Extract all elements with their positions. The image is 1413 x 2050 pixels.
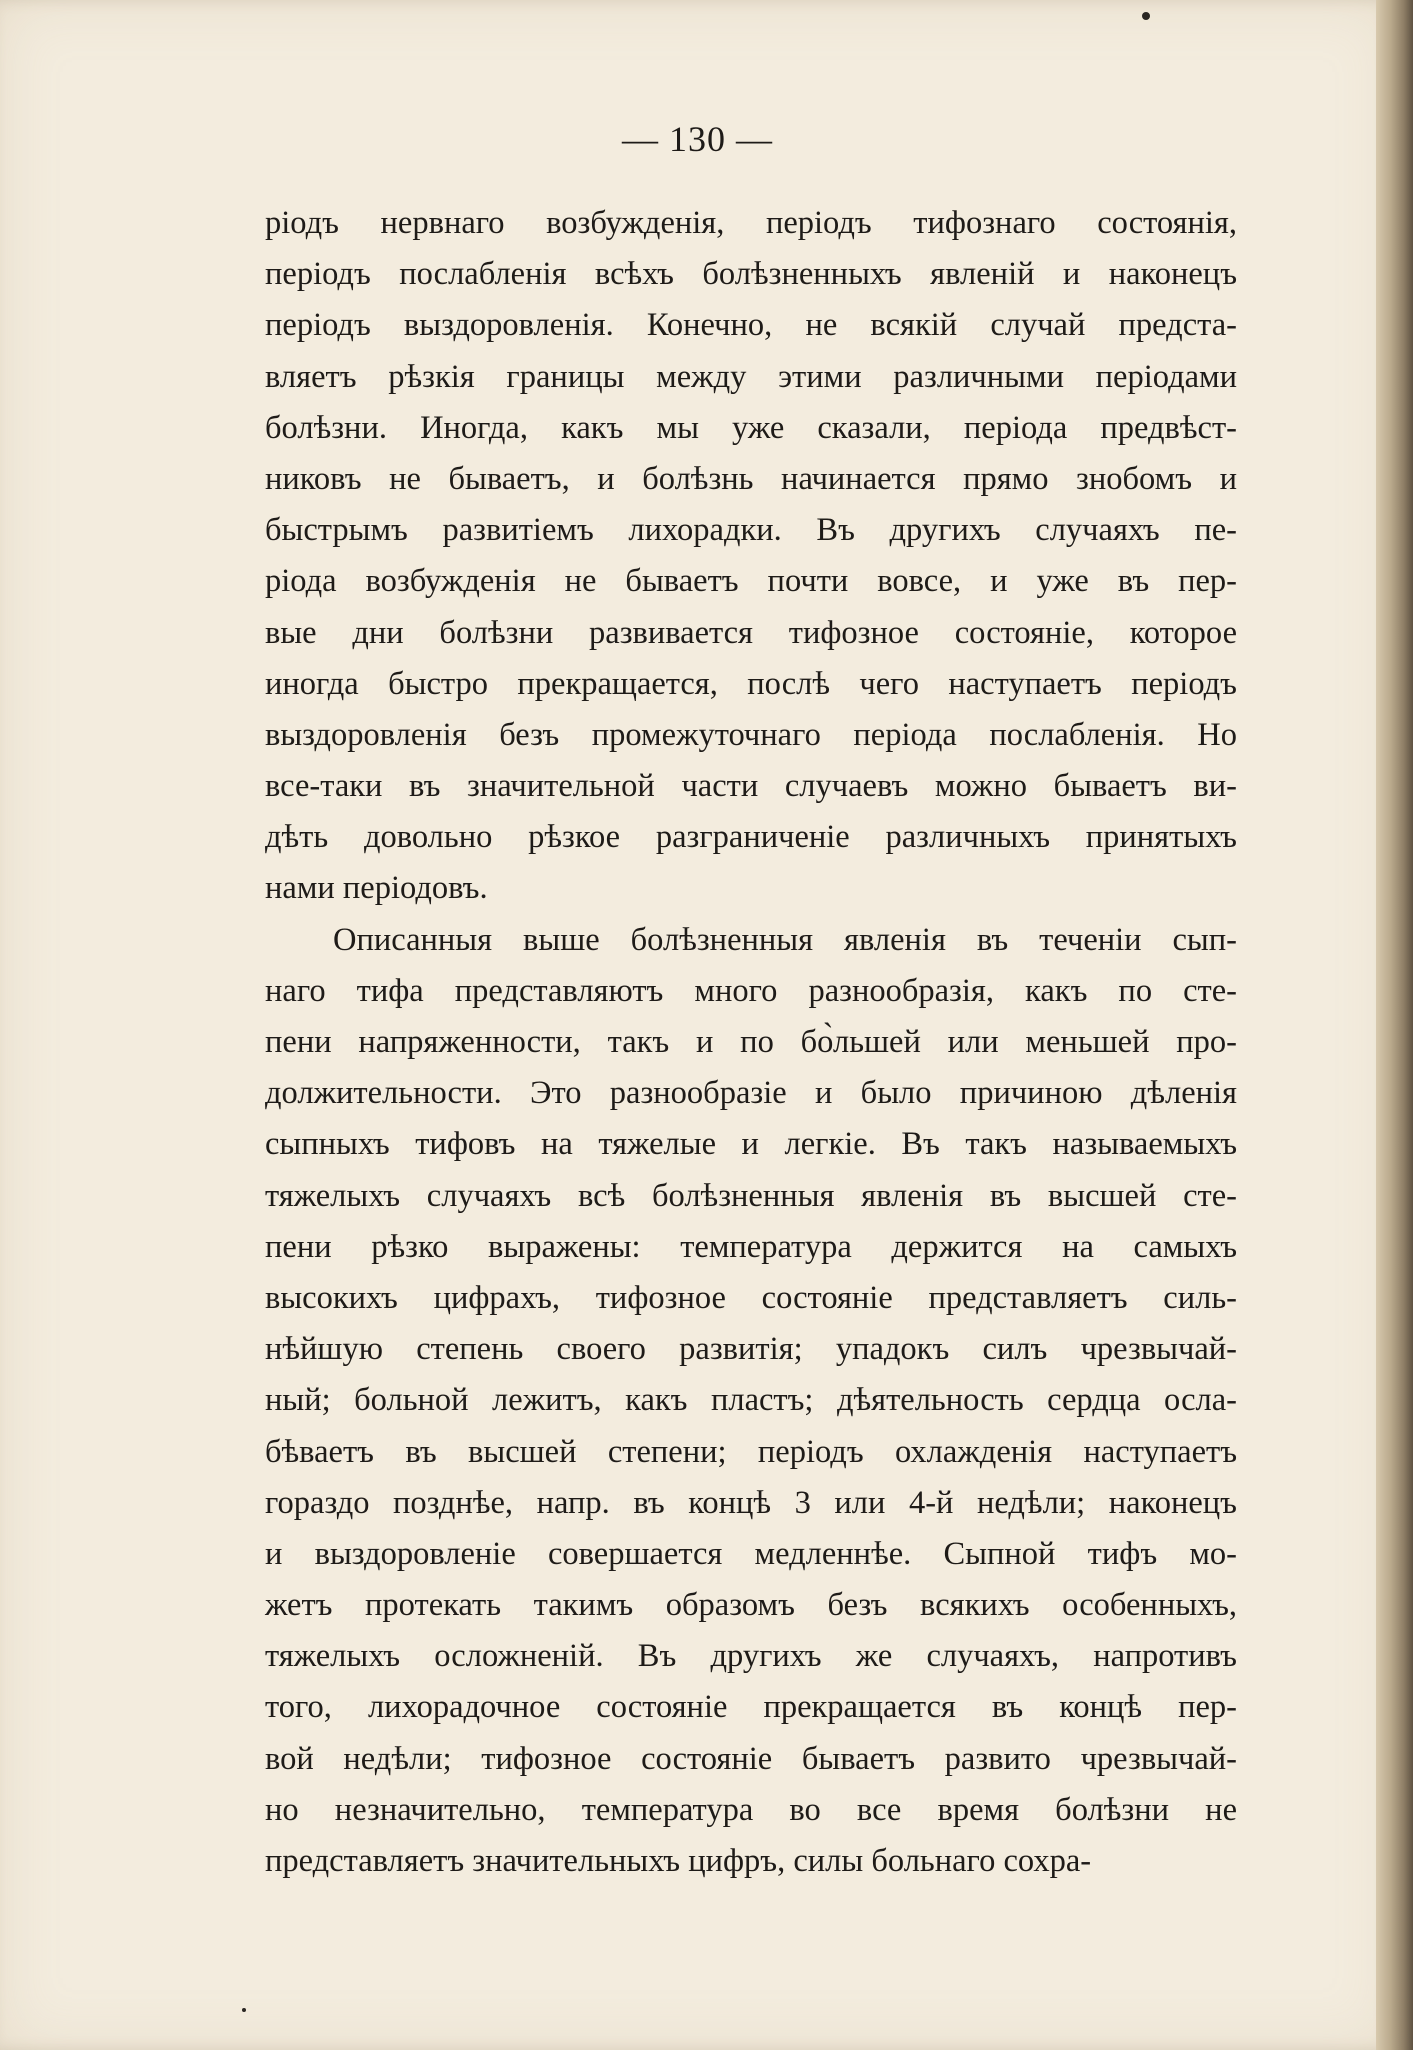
text-line: высокихъ цифрахъ, тифозное состояніе представляетъ силь-	[265, 1279, 1237, 1316]
text-line: быстрымъ развитіемъ лихорадки. Въ другихъ случаяхъ пе-	[265, 512, 1237, 549]
text-line: ріода возбужденія не бываетъ почти вовсе, и уже въ пер-	[265, 563, 1237, 600]
text-line: никовъ не бываетъ, и болѣзнь начинается прямо знобомъ и	[265, 460, 1237, 497]
text-line: выздоровленія безъ промежуточнаго періода послабленія. Но	[265, 716, 1237, 753]
ink-spot	[242, 2008, 246, 2012]
paragraph	[265, 198, 1237, 915]
text-line: но незначительно, температура во все время болѣзни не	[265, 1791, 1237, 1828]
text-line: вляетъ рѣзкія границы между этими различными періодами	[265, 358, 1237, 395]
text-line: Описанныя выше болѣзненныя явленія въ теченіи сып-	[333, 921, 1237, 958]
book-spine-edge	[1376, 0, 1413, 2050]
text-line: періодъ выздоровленія. Конечно, не всякій случай предста-	[265, 307, 1237, 344]
text-line: наго тифа представляютъ много разнообразія, какъ по сте-	[265, 972, 1237, 1009]
text-line: ріодъ нервнаго возбужденія, періодъ тифознаго состоянія,	[265, 205, 1237, 241]
text-line: бѣваетъ въ высшей степени; періодъ охлажденія наступаетъ	[265, 1433, 1237, 1470]
ink-spot	[1142, 12, 1150, 20]
text-line: періодъ послабленія всѣхъ болѣзненныхъ явленій и наконецъ	[265, 256, 1237, 293]
text-line: вые дни болѣзни развивается тифозное состояніе, которое	[265, 614, 1237, 651]
text-line: гораздо позднѣе, напр. въ концѣ 3 или 4-й недѣли; наконецъ	[265, 1484, 1237, 1521]
body-text	[265, 198, 1237, 1887]
text-line: жетъ протекать такимъ образомъ безъ всякихъ особенныхъ,	[265, 1587, 1237, 1624]
text-line: нами періодовъ.	[265, 870, 488, 907]
text-line: нѣйшую степень своего развитія; упадокъ силъ чрезвычай-	[265, 1331, 1237, 1368]
page-number: — 130 —	[622, 119, 773, 159]
text-line: и выздоровленіе совершается медленнѣе. Сыпной тифъ мо-	[265, 1535, 1237, 1572]
text-line: представляетъ значительныхъ цифръ, силы больнаго сохра-	[265, 1843, 1092, 1879]
text-line: тяжелыхъ случаяхъ всѣ болѣзненныя явленія въ высшей сте-	[265, 1177, 1237, 1214]
paragraph	[265, 915, 1237, 1888]
text-line: пени напряженности, такъ и по бо̀льшей или меньшей про-	[265, 1024, 1237, 1060]
text-line: сыпныхъ тифовъ на тяжелые и легкіе. Въ такъ называемыхъ	[265, 1126, 1237, 1163]
text-line: тяжелыхъ осложненій. Въ другихъ же случаяхъ, напротивъ	[265, 1638, 1237, 1675]
text-line: дѣть довольно рѣзкое разграниченіе различныхъ принятыхъ	[265, 819, 1237, 856]
text-line: того, лихорадочное состояніе прекращается въ концѣ пер-	[265, 1689, 1237, 1726]
text-line: пени рѣзко выражены: температура держится на самыхъ	[265, 1228, 1237, 1265]
text-line: все-таки въ значительной части случаевъ можно бываетъ ви-	[265, 768, 1237, 805]
text-line: должительности. Это разнообразіе и было причиною дѣленія	[265, 1075, 1237, 1112]
text-line: вой недѣли; тифозное состояніе бываетъ развито чрезвычай-	[265, 1740, 1237, 1777]
text-line: болѣзни. Иногда, какъ мы уже сказали, періода предвѣст-	[265, 409, 1237, 446]
text-line: ный; больной лежитъ, какъ пластъ; дѣятельность сердца осла-	[265, 1382, 1237, 1419]
text-line: иногда быстро прекращается, послѣ чего наступаетъ періодъ	[265, 665, 1237, 702]
